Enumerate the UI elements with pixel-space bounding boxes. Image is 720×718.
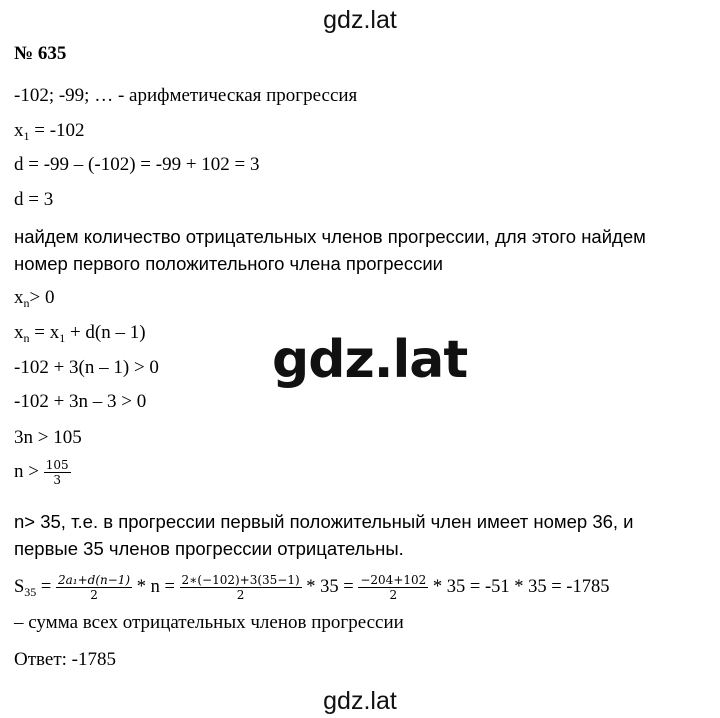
numerator: 2∗(−102)+3(35−1) bbox=[181, 573, 300, 587]
text: * 35 = bbox=[301, 576, 359, 597]
line-d-calc: d = -99 – (-102) = -99 + 102 = 3 bbox=[14, 154, 260, 175]
line-n-fraction bbox=[14, 458, 71, 487]
line-text-3: n> 35, т.е. в прогрессии первый положительный член имеет номер 36, и bbox=[14, 511, 634, 532]
line-xn-positive bbox=[14, 287, 54, 311]
line-text-4: первые 35 членов прогрессии отрицательны. bbox=[14, 538, 404, 559]
text: n > bbox=[14, 460, 44, 482]
answer: Ответ: -1785 bbox=[14, 649, 116, 670]
numerator: 2a₁+d(n−1) bbox=[57, 573, 131, 587]
denominator: 2 bbox=[389, 588, 398, 602]
line-d: d = 3 bbox=[14, 189, 54, 210]
text: S bbox=[14, 576, 25, 597]
fraction-3 bbox=[358, 573, 428, 602]
line-text-1: найдем количество отрицательных членов прогрессии, для этого найдем bbox=[14, 226, 646, 247]
text: = x bbox=[29, 322, 60, 343]
text: x bbox=[14, 322, 24, 343]
line-text-2: номер первого положительного члена прогрессии bbox=[14, 253, 444, 274]
denominator: 2 bbox=[90, 588, 98, 602]
line-progression: -102; -99; … - арифметическая прогрессия bbox=[14, 85, 358, 106]
subscript: n bbox=[23, 296, 30, 310]
line-xn-formula bbox=[14, 322, 146, 346]
text: = bbox=[36, 576, 56, 597]
fraction bbox=[44, 458, 71, 487]
line-inequality-2: -102 + 3n – 3 > 0 bbox=[14, 391, 147, 412]
line-sum-formula bbox=[14, 573, 609, 602]
text: * n = bbox=[132, 576, 180, 597]
text: > 0 bbox=[29, 287, 55, 308]
subscript: n bbox=[23, 331, 30, 345]
numerator: −204+102 bbox=[360, 573, 427, 587]
subscript: 35 bbox=[24, 584, 37, 599]
fraction-2 bbox=[180, 573, 302, 602]
text: = -102 bbox=[29, 120, 85, 141]
watermark-middle: gdz.lat bbox=[272, 330, 468, 390]
text: x bbox=[14, 287, 24, 308]
denominator: 3 bbox=[53, 473, 61, 487]
watermark-top: gdz.lat bbox=[323, 6, 397, 34]
line-inequality-3: 3n > 105 bbox=[14, 427, 82, 448]
subscript: 1 bbox=[23, 129, 30, 143]
text: * 35 = -51 * 35 = -1785 bbox=[428, 576, 610, 597]
text: + d(n – 1) bbox=[65, 322, 146, 343]
subscript: 1 bbox=[59, 331, 66, 345]
denominator: 2 bbox=[236, 588, 245, 602]
fraction-1 bbox=[56, 573, 132, 602]
watermark-bottom: gdz.lat bbox=[323, 687, 397, 715]
line-sum-caption: – сумма всех отрицательных членов прогрессии bbox=[14, 612, 404, 633]
line-x1 bbox=[14, 120, 85, 144]
numerator: 105 bbox=[45, 458, 69, 472]
line-inequality-1: -102 + 3(n – 1) > 0 bbox=[14, 357, 159, 378]
task-number: № 635 bbox=[14, 43, 67, 64]
text: x bbox=[14, 120, 24, 141]
